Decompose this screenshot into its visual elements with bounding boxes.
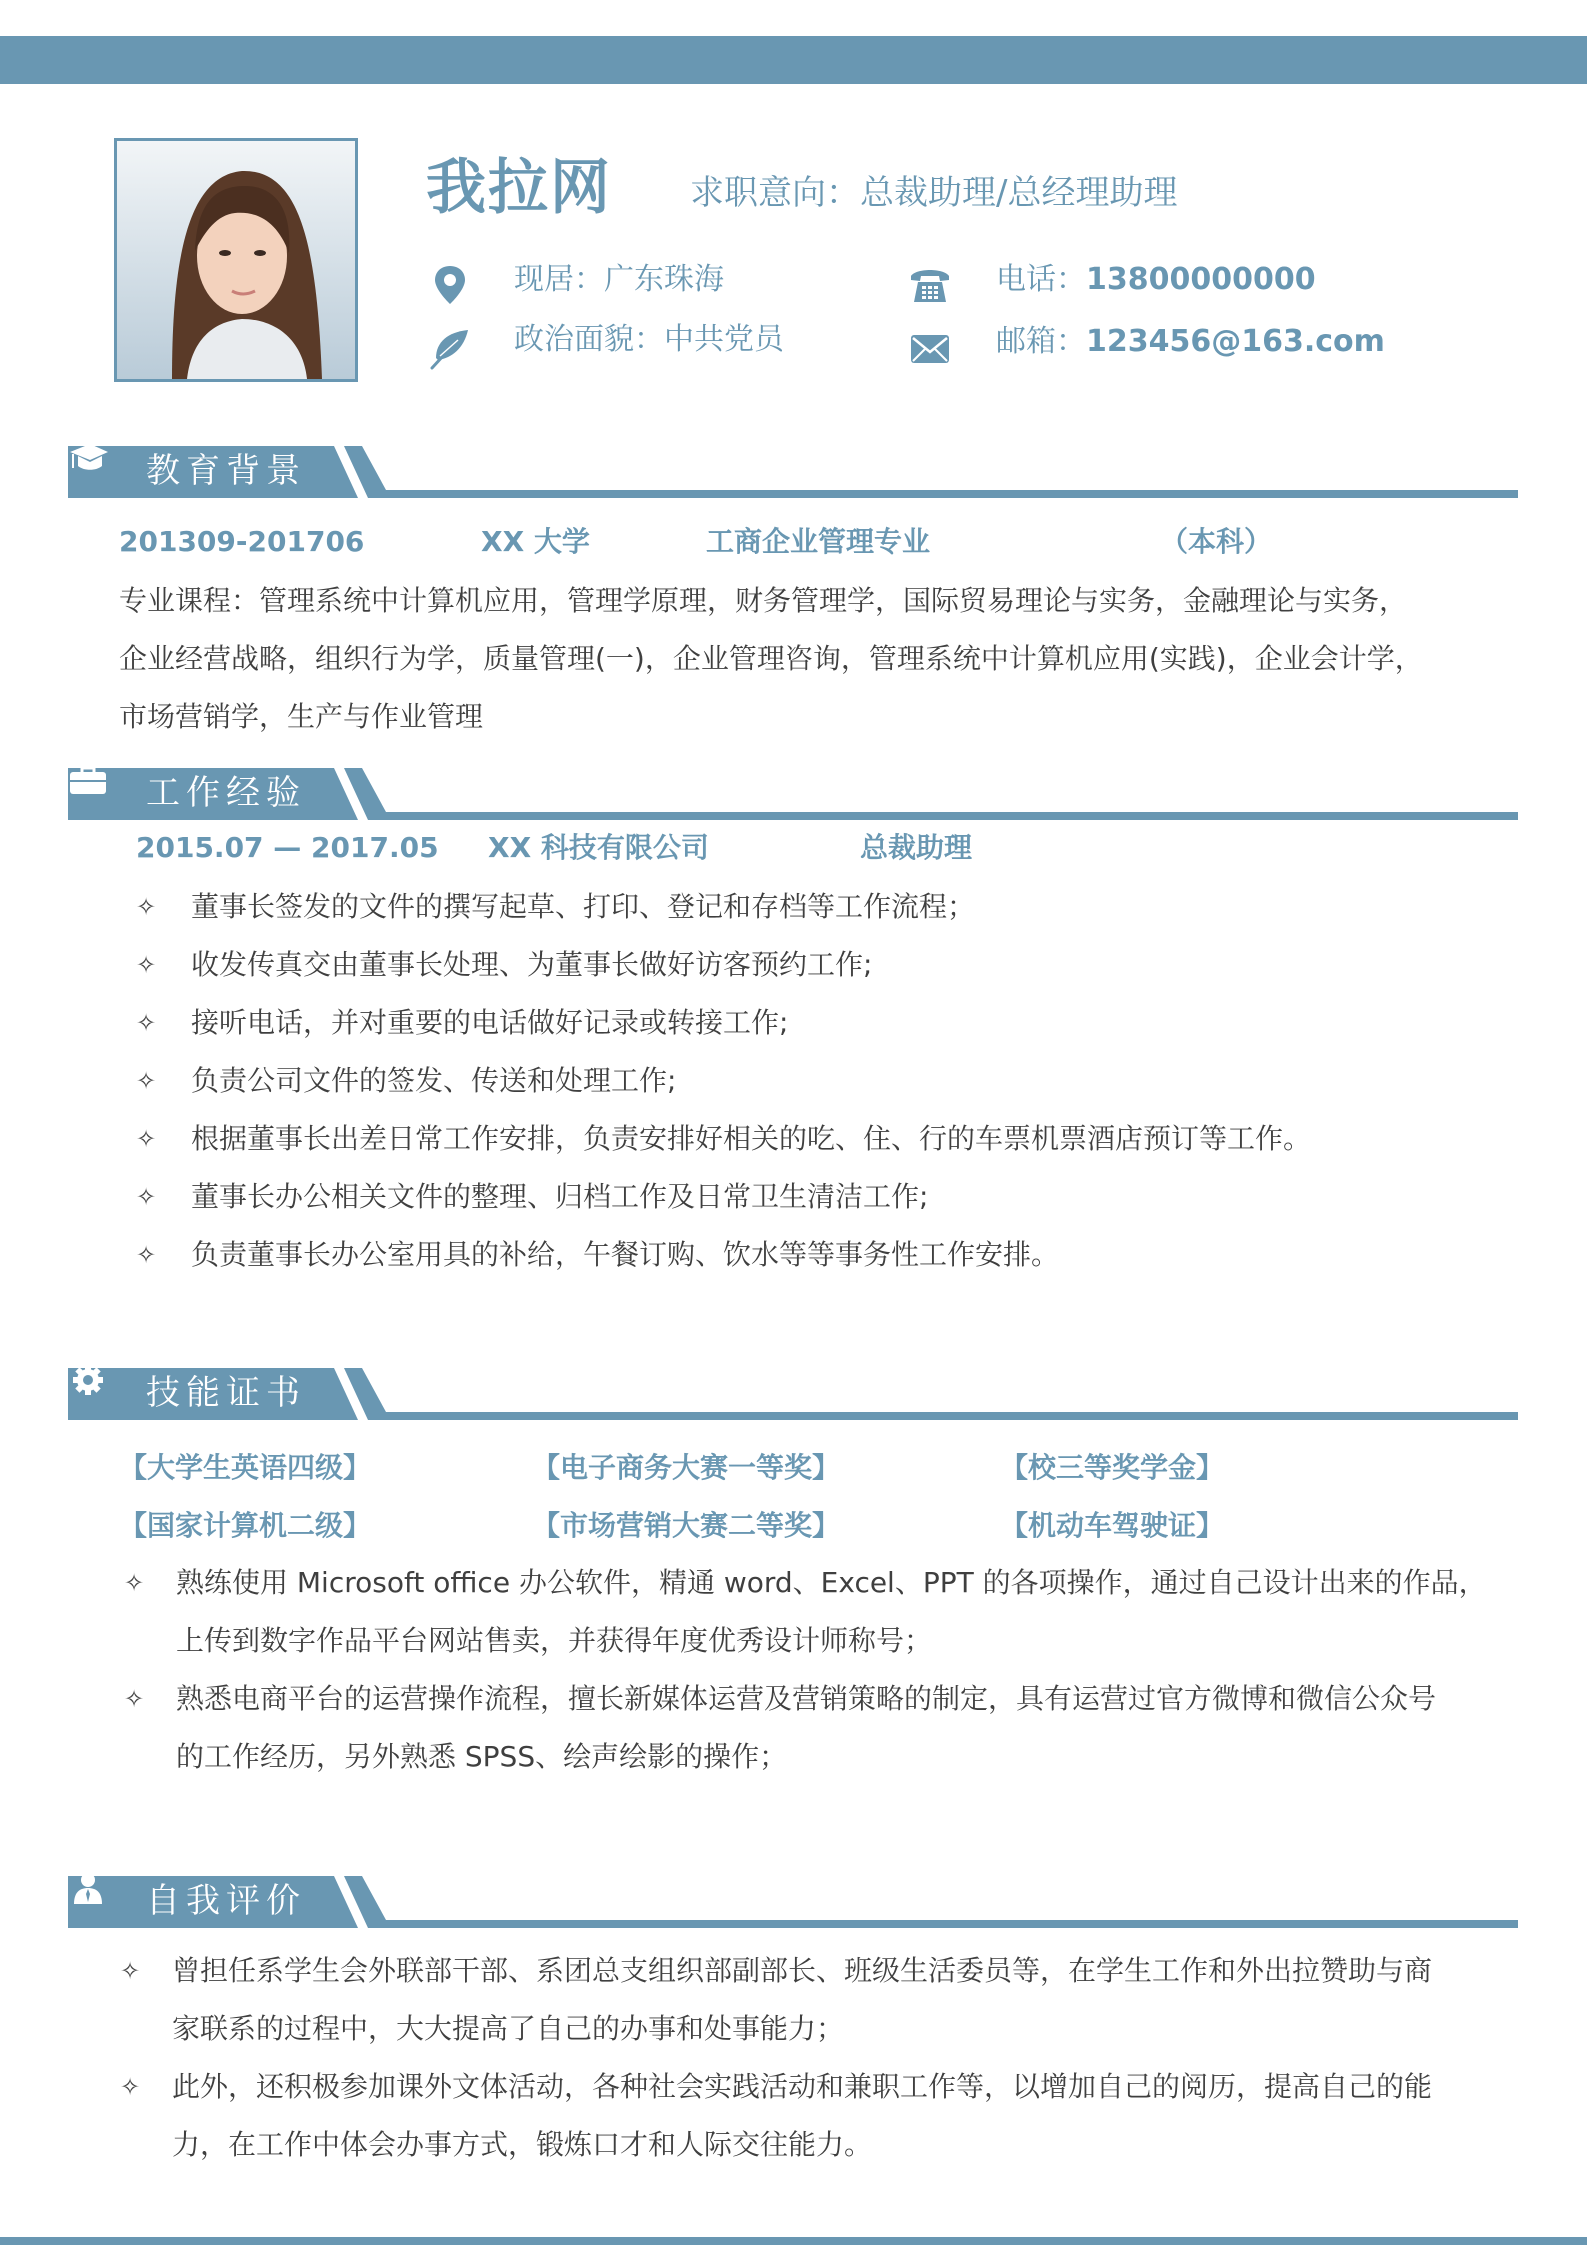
location-icon [428, 262, 472, 306]
education-major: 工商企业管理专业 [706, 525, 931, 558]
bullet-diamond-icon: ✧ [136, 893, 157, 921]
education-school: XX 大学 [481, 525, 590, 558]
phone-label: 电话： [996, 262, 1086, 297]
certificate: 【机动车驾驶证】 [1000, 1509, 1225, 1542]
gear-icon [68, 1364, 108, 1396]
email [996, 320, 1385, 364]
profile-photo [114, 138, 358, 382]
job-position: 总裁助理 [860, 831, 973, 864]
course-line: 企业经营战略，组织行为学，质量管理(一)，企业管理咨询，管理系统中计算机应用(实践)，企业会计学， [119, 642, 1423, 675]
bullet-diamond-icon: ✧ [124, 1569, 145, 1597]
residence: 现居：广东珠海 [514, 262, 724, 297]
top-banner [0, 36, 1587, 84]
leaf-icon [428, 326, 472, 370]
phone [996, 258, 1316, 302]
course-line: 专业课程：管理系统中计算机应用，管理学原理，财务管理学，国际贸易理论与实务，金融理论与实务， [119, 584, 1408, 617]
bullet-diamond-icon: ✧ [136, 951, 157, 979]
candidate-name: 我拉网 [426, 153, 612, 223]
education-period: 201309-201706 [119, 525, 365, 558]
section-header-work [68, 764, 1518, 824]
political-status: 政治面貌：中共党员 [514, 322, 784, 357]
section-header-education [68, 442, 1518, 502]
phone-number: 13800000000 [1086, 262, 1316, 297]
certificate: 【校三等奖学金】 [1000, 1451, 1225, 1484]
section-title-work: 工作经验 [146, 773, 306, 813]
section-title-self: 自我评价 [146, 1881, 306, 1921]
section-header-self [68, 1872, 1518, 1932]
email-address: 123456@163.com [1086, 324, 1385, 359]
bullet-diamond-icon: ✧ [120, 2073, 141, 2101]
certificate: 【市场营销大赛二等奖】 [532, 1509, 841, 1542]
bullet-diamond-icon: ✧ [124, 1685, 145, 1713]
certificate: 【国家计算机二级】 [119, 1509, 372, 1542]
course-line: 市场营销学，生产与作业管理 [119, 700, 484, 733]
bottom-banner [0, 2237, 1587, 2245]
envelope-icon [908, 326, 952, 370]
job-period: 2015.07 — 2017.05 [136, 831, 439, 864]
person-icon [68, 1872, 108, 1904]
section-title-education: 教育背景 [146, 451, 306, 491]
section-header-skills [68, 1364, 1518, 1424]
bullet-diamond-icon: ✧ [120, 1957, 141, 1985]
bullet-diamond-icon: ✧ [136, 1183, 157, 1211]
graduation-cap-icon [68, 442, 108, 474]
education-degree: （本科） [1160, 525, 1273, 558]
certificate: 【电子商务大赛一等奖】 [532, 1451, 841, 1484]
section-title-skills: 技能证书 [146, 1373, 306, 1413]
education-courses [119, 572, 1423, 746]
briefcase-icon [68, 764, 108, 796]
bullet-diamond-icon: ✧ [136, 1241, 157, 1269]
bullet-diamond-icon: ✧ [136, 1009, 157, 1037]
telephone-icon [908, 262, 952, 306]
certificate: 【大学生英语四级】 [119, 1451, 372, 1484]
bullet-diamond-icon: ✧ [136, 1125, 157, 1153]
bullet-diamond-icon: ✧ [136, 1067, 157, 1095]
job-intent: 求职意向：总裁助理/总经理助理 [690, 173, 1178, 213]
job-company: XX 科技有限公司 [488, 831, 709, 864]
email-label: 邮箱： [996, 324, 1086, 359]
